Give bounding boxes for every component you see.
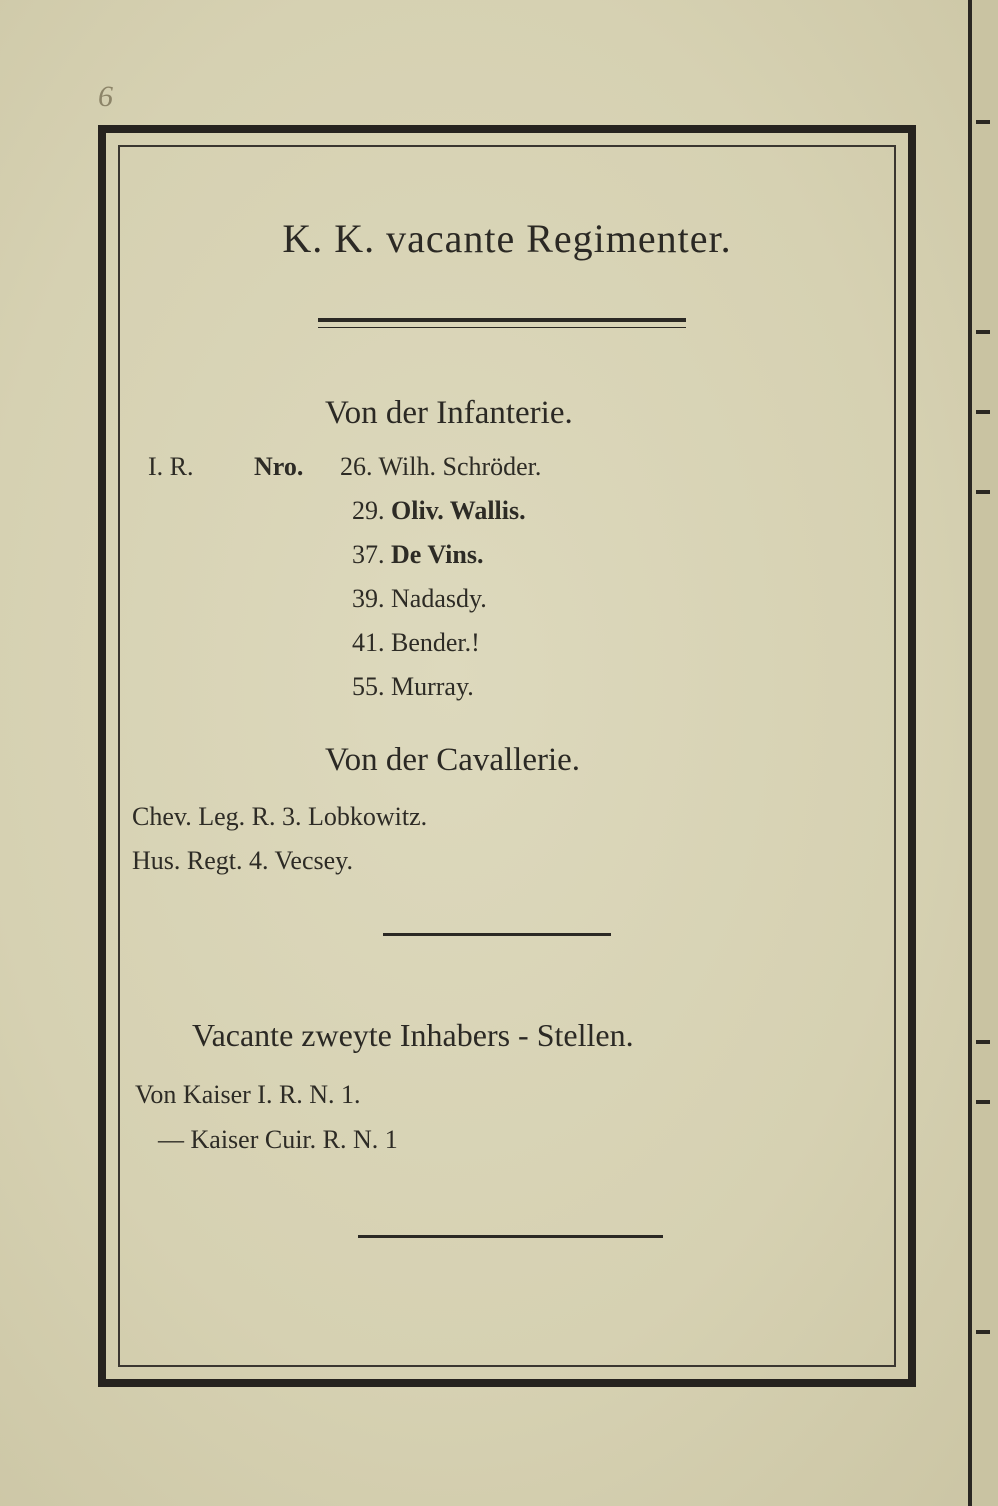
regiment-name: Nadasdy. xyxy=(391,584,487,613)
cavalry-row: Chev. Leg. R. 3. Lobkowitz. xyxy=(132,802,428,831)
title-divider-thin xyxy=(318,327,686,328)
facing-page-edge xyxy=(968,0,998,1506)
infantry-heading: Von der Infanterie. xyxy=(325,395,573,431)
list-item xyxy=(352,540,483,570)
section-divider xyxy=(383,933,611,936)
page-title: K. K. vacante Regimenter. xyxy=(282,216,732,261)
cavalry-row: Hus. Regt. 4. Vecsey. xyxy=(132,846,353,875)
regiment-number: 37. xyxy=(352,540,385,569)
list-item xyxy=(352,584,487,614)
list-item xyxy=(352,672,474,702)
list-item xyxy=(352,628,480,658)
regiment-number: 55. xyxy=(352,672,385,701)
regiment-number: 41. xyxy=(352,628,385,657)
regiment-number: 26. xyxy=(340,452,373,481)
regiment-name: De Vins. xyxy=(391,540,484,569)
regiment-number: 29. xyxy=(352,496,385,525)
regiment-number: 39. xyxy=(352,584,385,613)
title-divider xyxy=(318,318,686,322)
page-number: 6 xyxy=(98,80,113,113)
list-item xyxy=(352,496,526,526)
list-item xyxy=(340,452,541,482)
infantry-prefix: I. R. xyxy=(148,452,194,481)
owners-row: Von Kaiser I. R. N. 1. xyxy=(135,1080,361,1109)
regiment-name: Wilh. Schröder. xyxy=(378,452,542,481)
cavalry-heading: Von der Cavallerie. xyxy=(325,742,581,778)
owners-row: — Kaiser Cuir. R. N. 1 xyxy=(158,1125,398,1154)
owners-heading: Vacante zweyte Inhabers - Stellen. xyxy=(192,1017,634,1053)
regiment-name: Bender.! xyxy=(391,628,480,657)
regiment-name: Oliv. Wallis. xyxy=(391,496,526,525)
infantry-nro: Nro. xyxy=(254,452,304,481)
regiment-name: Murray. xyxy=(391,672,474,701)
bottom-divider xyxy=(358,1235,663,1238)
